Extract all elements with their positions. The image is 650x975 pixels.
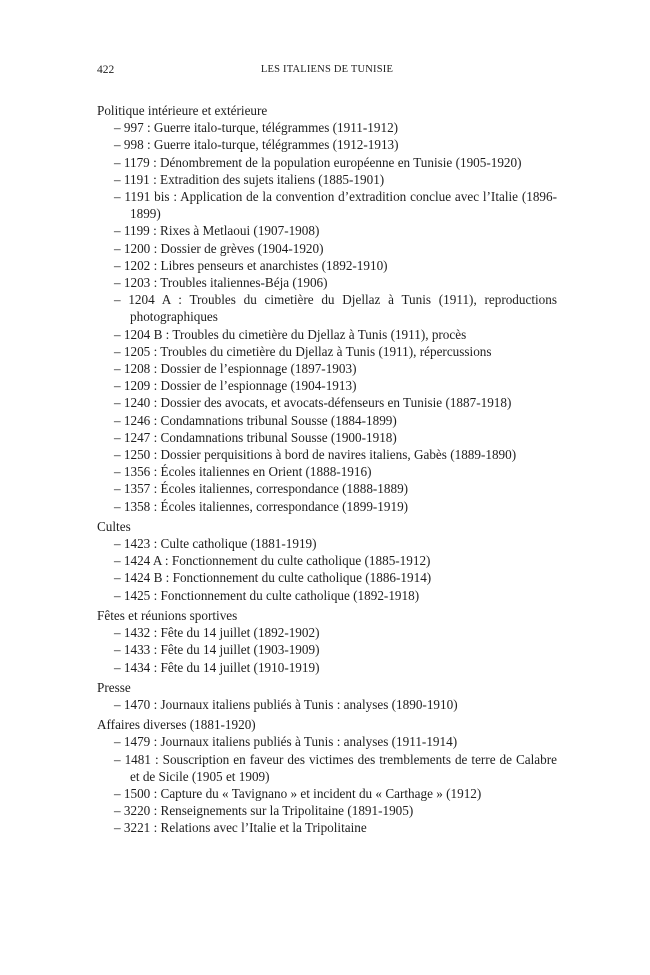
inventory-entry: – 3220 : Renseignements sur la Tripolitaine (1891-1905) [114,803,414,819]
archive-inventory-list [97,102,557,840]
entry-list [97,535,557,604]
inventory-entry: – 1358 : Écoles italiennes, correspondance (1899-1919) [114,498,409,514]
inventory-entry: – 1200 : Dossier de grèves (1904-1920) [114,240,324,256]
inventory-entry: – 1179 : Dénombrement de la population européenne en Tunisie (1905-1920) [114,154,522,170]
inventory-section [97,518,557,604]
inventory-entry: – 1209 : Dossier de l’espionnage (1904-1913) [114,378,357,394]
inventory-entry: – 1205 : Troubles du cimetière du Djellaz à Tunis (1911), répercussions [114,343,492,359]
section-heading: Presse [97,679,131,695]
inventory-entry: – 1240 : Dossier des avocats, et avocats-défenseurs en Tunisie (1887-1918) [114,395,512,411]
inventory-entry: – 1191 : Extradition des sujets italiens (1885-1901) [114,171,385,187]
inventory-entry: – 1432 : Fête du 14 juillet (1892-1902) [114,625,320,641]
inventory-entry: – 1434 : Fête du 14 juillet (1910-1919) [114,659,320,675]
inventory-section [97,679,557,713]
entry-list [97,624,557,676]
inventory-entry: – 1191 bis : Application de la convention d’extradition conclue avec l’Italie (1896-1899) [114,189,557,222]
inventory-entry: – 1356 : Écoles italiennes en Orient (1888-1916) [114,464,372,480]
inventory-entry: – 997 : Guerre italo-turque, télégrammes (1911-1912) [114,120,399,136]
section-heading: Politique intérieure et extérieure [97,103,268,118]
inventory-entry: – 1357 : Écoles italiennes, correspondance (1888-1889) [114,481,409,497]
inventory-entry: – 3221 : Relations avec l’Italie et la Tripolitaine [114,820,367,836]
running-title: LES ITALIENS DE TUNISIE [260,64,394,75]
inventory-entry: – 1204 A : Troubles du cimetière du Djellaz à Tunis (1911), reproductions photographiques [114,292,557,325]
inventory-entry: – 1246 : Condamnations tribunal Sousse (1884-1899) [114,412,397,428]
inventory-entry: – 1208 : Dossier de l’espionnage (1897-1903) [114,361,357,377]
inventory-entry: – 1481 : Souscription en faveur des victimes des tremblements de terre de Calabre et de Sicile (1905 et 1909) [114,751,557,784]
inventory-entry: – 1204 B : Troubles du cimetière du Djellaz à Tunis (1911), procès [114,326,467,342]
inventory-entry: – 1423 : Culte catholique (1881-1919) [114,536,317,552]
section-heading: Fêtes et réunions sportives [97,607,238,623]
inventory-entry: – 1202 : Libres penseurs et anarchistes (1892-1910) [114,257,388,273]
inventory-entry: – 1424 B : Fonctionnement du culte catholique (1886-1914) [114,570,432,586]
inventory-section [97,102,557,515]
inventory-entry: – 1470 : Journaux italiens publiés à Tunis : analyses (1890-1910) [114,696,458,712]
inventory-section [97,716,557,836]
entry-list [97,119,557,515]
inventory-entry: – 1247 : Condamnations tribunal Sousse (1900-1918) [114,429,397,445]
section-heading: Cultes [97,518,131,534]
inventory-entry: – 1433 : Fête du 14 juillet (1903-1909) [114,642,320,658]
running-header [97,60,557,80]
entry-list [97,733,557,836]
inventory-entry: – 1425 : Fonctionnement du culte catholique (1892-1918) [114,587,420,603]
inventory-entry: – 1479 : Journaux italiens publiés à Tunis : analyses (1911-1914) [114,734,458,750]
entry-list [97,696,557,713]
inventory-entry: – 1250 : Dossier perquisitions à bord de navires italiens, Gabès (1889-1890) [114,447,517,463]
inventory-entry: – 1500 : Capture du « Tavignano » et incident du « Carthage » (1912) [114,785,482,801]
page-number: 422 [97,64,115,76]
inventory-entry: – 1203 : Troubles italiennes-Béja (1906) [114,275,328,291]
inventory-entry: – 1199 : Rixes à Metlaoui (1907-1908) [114,223,320,239]
inventory-entry: – 998 : Guerre italo-turque, télégrammes (1912-1913) [114,137,399,153]
inventory-entry: – 1424 A : Fonctionnement du culte catholique (1885-1912) [114,553,431,569]
section-heading: Affaires diverses (1881-1920) [97,717,256,733]
inventory-section [97,607,557,676]
